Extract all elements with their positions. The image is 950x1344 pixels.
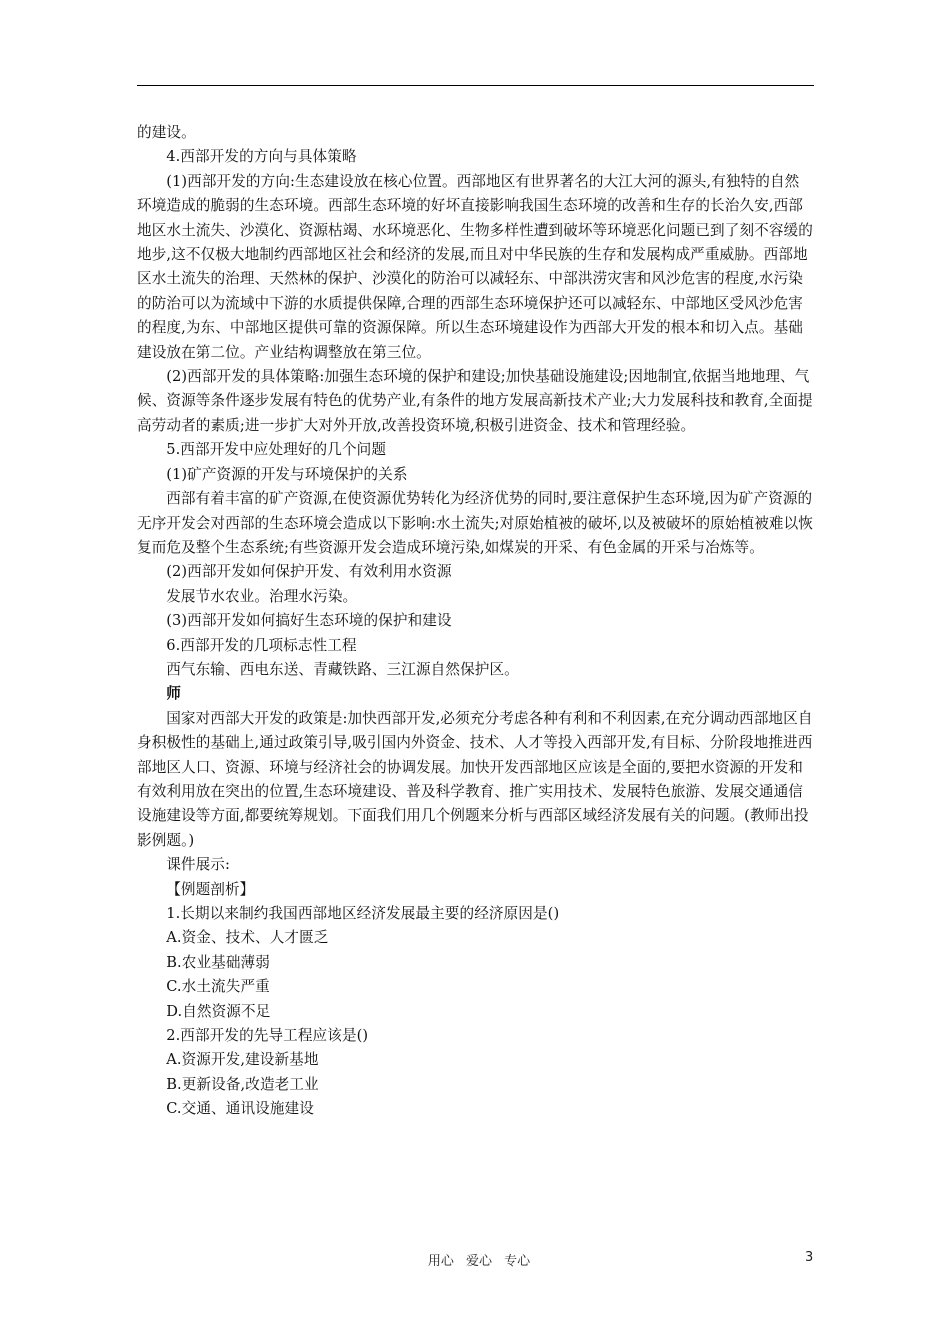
document-body xyxy=(137,121,814,1122)
paragraph-direction: (1)西部开发的方向:生态建设放在核心位置。西部地区有世界著名的大江大河的源头,有独特的自然环境造成的脆弱的生态环境。西部生态环境的好坏直接影响我国生态环境的改善和生存的长治久安,西部地区水土流失、沙漠化、资源枯竭、水环境恶化、生物多样性遭到破坏等环境恶化问题已到了刻不容缓的地步,这不仅极大地制约西部地区社会和经济的发展,而且对中华民族的生存和发展构成严重威胁。西部地区水土流失的治理、天然林的保护、沙漠化的防治可以减轻东、中部洪涝灾害和风沙危害的程度,水污染的防治可以为流域中下游的水质提供保障,合理的西部生态环境保护还可以减轻东、中部地区受风沙危害的程度,为东、中部地区提供可靠的资源保障。所以生态环境建设作为西部大开发的根本和切入点。基础建设放在第二位。产业结构调整放在第三位。 xyxy=(137,172,813,361)
question-2-option-a: A.资源开发,建设新基地 xyxy=(166,1051,319,1069)
paragraph-policy: 国家对西部大开发的政策是:加快西部开发,必须充分考虑各种有利和不利因素,在充分调动西部地区自身积极性的基础上,通过政策引导,吸引国内外资金、技术、人才等投入西部开发,有目标、分阶段地推进西部地区人口、资源、环境与经济社会的协调发展。加快开发西部地区应该是全面的,要把水资源的开发和有效利用放在突出的位置,生态环境建设、普及科学教育、推广实用技术、发展特色旅游、发展交通通信设施建设等方面,都要统筹规划。下面我们用几个例题来分析与西部区域经济发展有关的问题。(教师出投影例题。) xyxy=(137,709,813,849)
subheading-mineral: (1)矿产资源的开发与环境保护的关系 xyxy=(166,465,408,483)
question-1-option-c: C.水土流失严重 xyxy=(166,978,270,996)
question-1-option-d: D.自然资源不足 xyxy=(166,1002,271,1020)
speaker-label-teacher: 师 xyxy=(166,685,181,703)
paragraph-water: 发展节水农业。治理水污染。 xyxy=(166,587,358,605)
question-1: 1.长期以来制约我国西部地区经济发展最主要的经济原因是() xyxy=(166,905,560,922)
question-1-option-b: B.农业基础薄弱 xyxy=(166,953,270,971)
paragraph-projects: 西气东输、西电东送、青藏铁路、三江源自然保护区。 xyxy=(166,660,519,678)
example-heading: 【例题剖析】 xyxy=(166,880,255,898)
footer-word-3: 专心 xyxy=(504,1254,531,1269)
section-heading-4: 4.西部开发的方向与具体策略 xyxy=(166,148,357,166)
footer-word-2: 爱心 xyxy=(465,1254,492,1269)
section-heading-6: 6.西部开发的几项标志性工程 xyxy=(166,636,357,654)
page-number: 3 xyxy=(805,1250,814,1265)
question-2-option-c: C.交通、通讯设施建设 xyxy=(166,1100,314,1118)
header-rule xyxy=(137,85,814,86)
question-2-option-b: B.更新设备,改造老工业 xyxy=(166,1075,319,1093)
section-heading-5: 5.西部开发中应处理好的几个问题 xyxy=(166,441,387,459)
paragraph-strategy: (2)西部开发的具体策略:加强生态环境的保护和建设;加快基础设施建设;因地制宜,依据当地地理、气候、资源等条件逐步发展有特色的优势产业,有条件的地方发展高新技术产业;大力发展科技和教育,全面提高劳动者的素质;进一步扩大对外开放,改善投资环境,积极引进资金、技术和管理经验。 xyxy=(137,368,813,434)
footer-word-1: 用心 xyxy=(427,1254,454,1269)
subheading-water: (2)西部开发如何保护开发、有效利用水资源 xyxy=(166,563,452,581)
question-2: 2.西部开发的先导工程应该是() xyxy=(166,1027,369,1045)
subheading-ecology: (3)西部开发如何搞好生态环境的保护和建设 xyxy=(166,612,452,630)
paragraph-continuation: 的建设。 xyxy=(137,124,196,141)
paragraph-mineral: 西部有着丰富的矿产资源,在使资源优势转化为经济优势的同时,要注意保护生态环境,因为矿产资源的无序开发会对西部的生态环境会造成以下影响:水土流失;对原始植被的破坏,以及被破坏的原始植被难以恢复而危及整个生态系统;有些资源开发会造成环境污染,如煤炭的开采、有色金属的开采与冶炼等。 xyxy=(137,490,813,556)
question-1-option-a: A.资金、技术、人才匮乏 xyxy=(166,929,329,947)
courseware-label: 课件展示: xyxy=(166,856,230,874)
